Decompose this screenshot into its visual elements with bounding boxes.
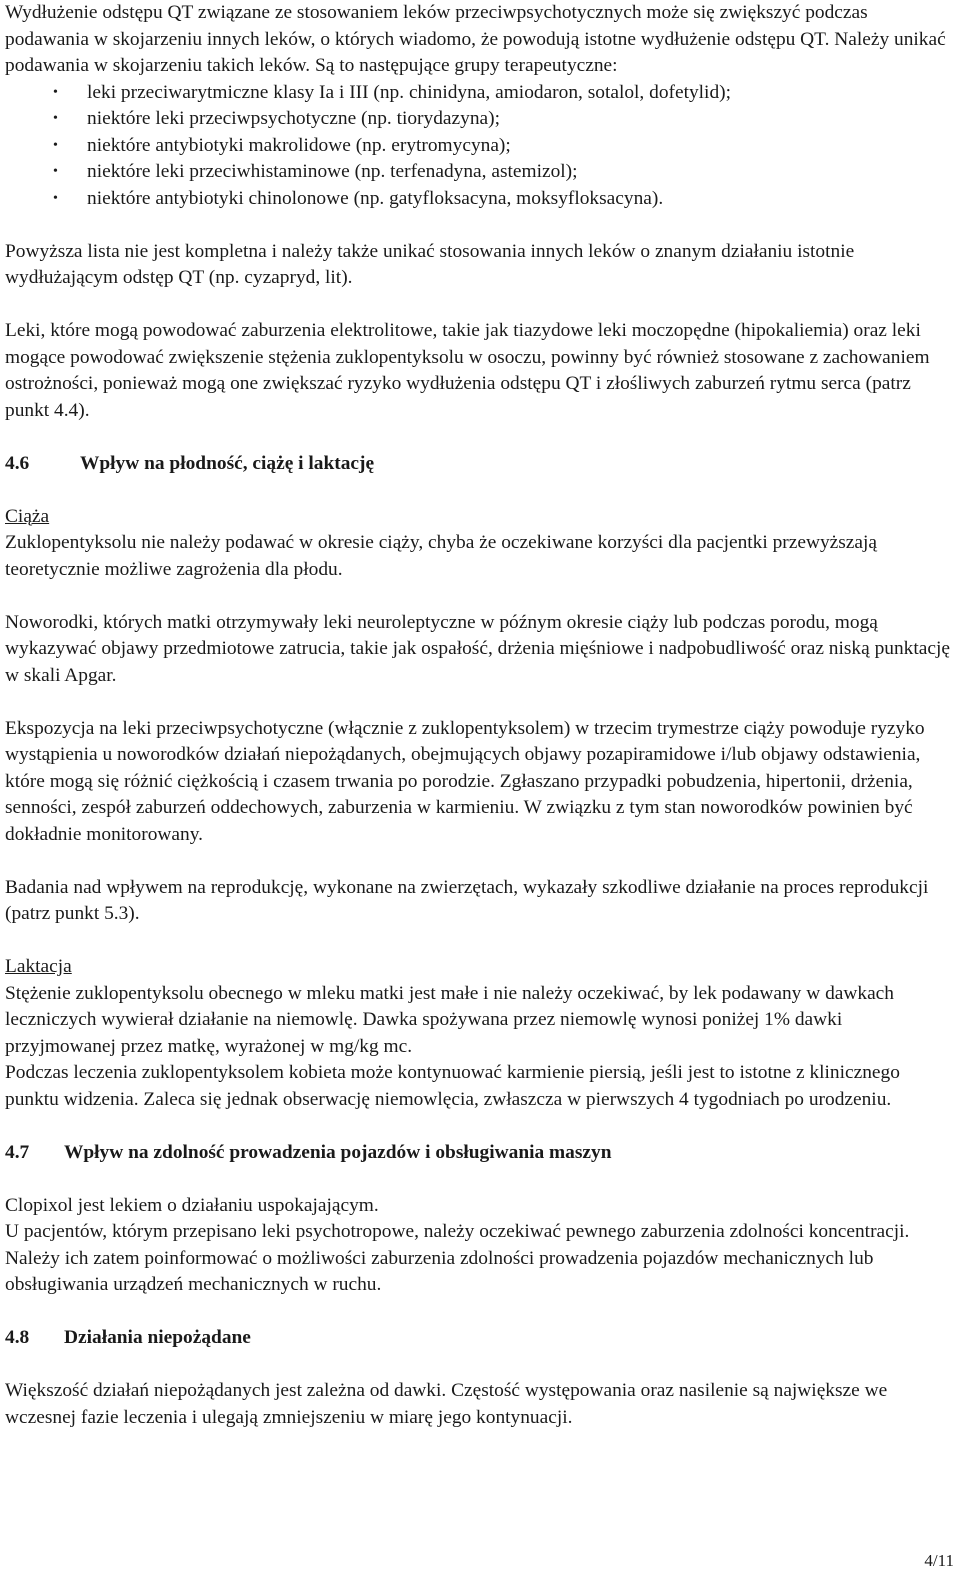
document-page	[5, 0, 955, 1431]
list-incomplete-paragraph: Powyższa lista nie jest kompletna i należy także unikać stosowania innych leków o znanym działaniu istotnie wydłużającym odstęp QT (np. cyzapryd, lit).	[5, 240, 855, 288]
list-item-text: niektóre leki przeciwpsychotyczne (np. tiorydazyna);	[87, 108, 500, 129]
bullet-icon: •	[53, 111, 58, 126]
section-number: 4.8	[5, 1327, 30, 1348]
list-item-text: leki przeciwarytmiczne klasy Ia i III (np. chinidyna, amiodaron, sotalol, dofetylid);	[87, 81, 731, 103]
list-item	[5, 80, 955, 107]
lactation-paragraph: Stężenie zuklopentyksolu obecnego w mleku matki jest małe i nie należy oczekiwać, by lek podawany w dawkach leczniczych wywierał działanie na niemowlę. Dawka spożywana przez niemowlę wynosi poniżej 1% dawki przyjmowanej przez matkę, wyrażonej w mg/kg mc.	[5, 982, 894, 1057]
driving-paragraph: Clopixol jest lekiem o działaniu uspokajającym.	[5, 1194, 379, 1216]
list-item	[5, 133, 955, 160]
section-heading-4-8	[5, 1325, 955, 1352]
page-number: 4/11	[924, 1551, 954, 1570]
lactation-subheading: Laktacja	[5, 956, 72, 977]
adverse-effects-paragraph: Większość działań niepożądanych jest zależna od dawki. Częstość występowania oraz nasilenie są największe we wczesnej fazie leczenia i ulegają zmniejszeniu w miarę jego kontynuacji.	[5, 1380, 888, 1428]
drug-group-list	[5, 80, 955, 213]
section-heading-4-6	[5, 451, 955, 478]
pregnancy-paragraph: Noworodki, których matki otrzymywały leki neuroleptyczne w późnym okresie ciąży lub podczas porodu, mogą wykazywać objawy przedmiotowe zatrucia, takie jak ospałość, drżenia mięśniowe i nadpobudliwość oraz niską punktację w skali Apgar.	[5, 611, 950, 686]
pregnancy-subheading: Ciąża	[5, 505, 50, 527]
list-item-text: niektóre antybiotyki makrolidowe (np. erytromycyna);	[87, 134, 511, 156]
section-heading-4-7	[5, 1140, 955, 1167]
section-title: Działania niepożądane	[64, 1327, 251, 1348]
section-title: Wpływ na płodność, ciążę i laktację	[80, 452, 375, 474]
bullet-icon: •	[53, 164, 58, 179]
section-number: 4.7	[5, 1141, 30, 1163]
list-item	[5, 186, 955, 213]
list-item-text: niektóre antybiotyki chinolonowe (np. gatyfloksacyna, moksyfloksacyna).	[87, 187, 664, 209]
bullet-icon: •	[53, 84, 58, 100]
section-number: 4.6	[5, 452, 30, 474]
section-title: Wpływ na zdolność prowadzenia pojazdów i obsługiwania maszyn	[64, 1141, 612, 1163]
driving-paragraph: U pacjentów, którym przepisano leki psychotropowe, należy oczekiwać pewnego zaburzenia zdolności koncentracji. Należy ich zatem poinformować o możliwości zaburzenia zdolności prowadzenia pojazdów mechanicznych lub obsługiwania urządzeń mechanicznych w ruchu.	[5, 1221, 910, 1295]
pregnancy-paragraph: Zuklopentyksolu nie należy podawać w okresie ciąży, chyba że oczekiwane korzyści dla pacjentki przewyższają teoretycznie możliwe zagrożenia dla płodu.	[5, 532, 878, 580]
bullet-icon: •	[53, 190, 58, 206]
list-item	[5, 106, 955, 133]
intro-paragraph: Wydłużenie odstępu QT związane ze stosowaniem leków przeciwpsychotycznych może się zwiększyć podczas podawania w skojarzeniu innych leków, o których wiadomo, że powodują istotne wydłużenie odstępu QT. Należy unikać podawania w skojarzeniu takich leków. Są to następujące grupy terapeutyczne:	[5, 2, 946, 76]
bullet-icon: •	[53, 137, 58, 153]
pregnancy-paragraph: Ekspozycja na leki przeciwpsychotyczne (włącznie z zuklopentyksolem) w trzecim trymestrze ciąży powoduje ryzyko wystąpienia u noworodków działań niepożądanych, obejmujących objawy pozapiramidowe i/lub objawy odstawienia, które mogą się różnić ciężkością i czasem trwania po porodzie. Zgłaszano przypadki pobudzenia, hipertonii, drżenia, senności, zespół zaburzeń oddechowych, zaburzenia w karmieniu. W związku z tym stan noworodków powinien być dokładnie monitorowany.	[5, 717, 925, 845]
list-item	[5, 159, 955, 186]
electrolyte-paragraph: Leki, które mogą powodować zaburzenia elektrolitowe, takie jak tiazydowe leki moczopędne (hipokaliemia) oraz leki mogące powodować zwiększenie stężenia zuklopentyksolu w osoczu, powinny być również stosowane z zachowaniem ostrożności, ponieważ mogą one zwiększać ryzyko wydłużenia odstępu QT i złośliwych zaburzeń rytmu serca (patrz punkt 4.4).	[5, 320, 930, 421]
pregnancy-paragraph: Badania nad wpływem na reprodukcję, wykonane na zwierzętach, wykazały szkodliwe działanie na proces reprodukcji (patrz punkt 5.3).	[5, 876, 929, 924]
list-item-text: niektóre leki przeciwhistaminowe (np. terfenadyna, astemizol);	[87, 161, 578, 182]
lactation-paragraph: Podczas leczenia zuklopentyksolem kobieta może kontynuować karmienie piersią, jeśli jest to istotne z klinicznego punktu widzenia. Zaleca się jednak obserwację niemowlęcia, zwłaszcza w pierwszych 4 tygodniach po urodzeniu.	[5, 1062, 900, 1110]
